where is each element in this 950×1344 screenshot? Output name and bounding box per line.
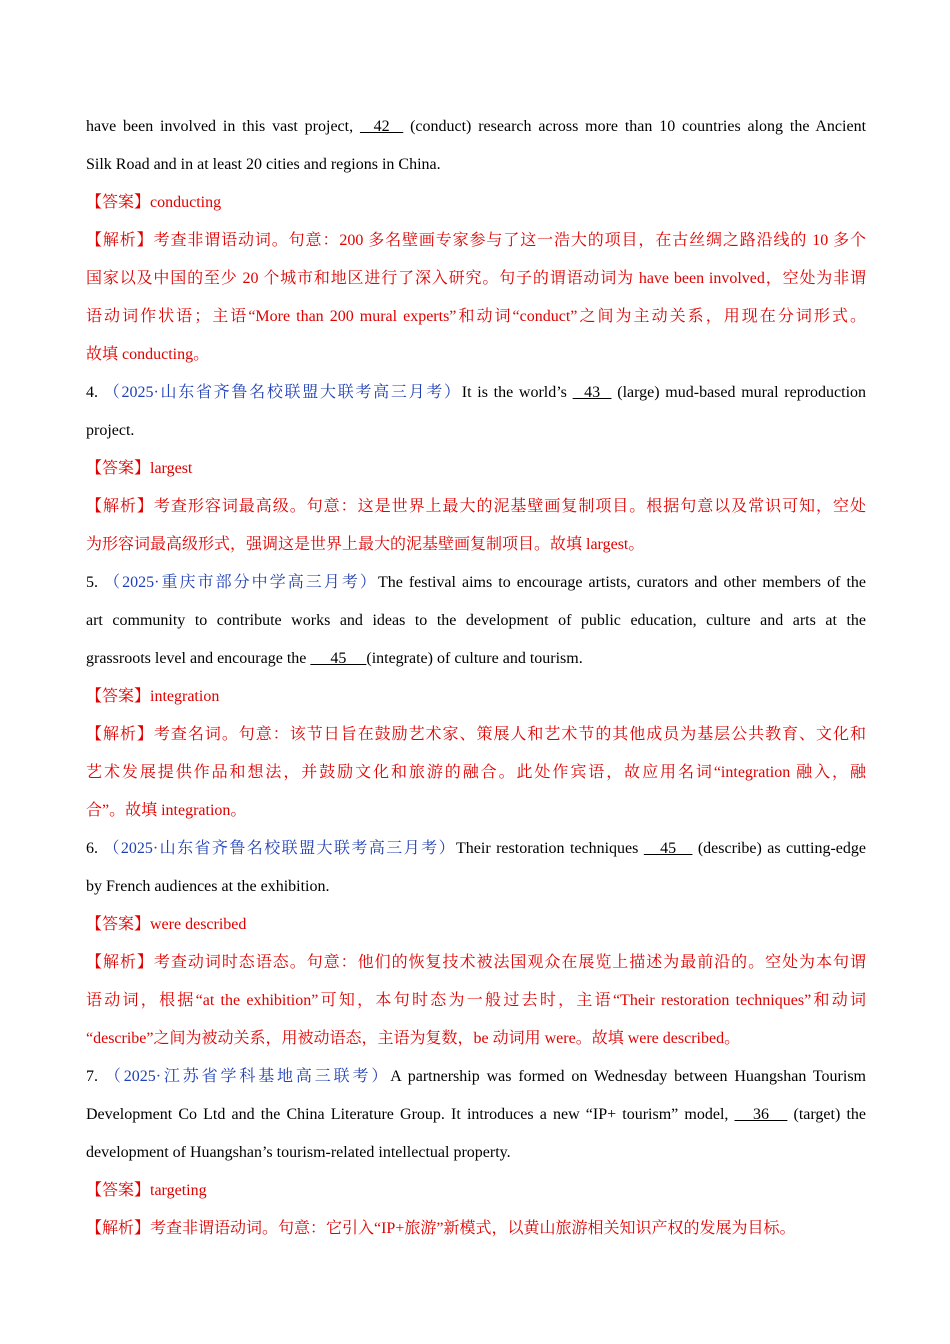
q4-explanation-line-2: 为形容词最高级形式，强调这是世界上最大的泥基壁画复制项目。故填 largest。 [86,536,645,553]
question-text: (conduct) research across more than 10 countries along the Ancient [403,118,867,135]
q6-explanation-line-1: 【解析】考查动词时态语态。句意：他们的恢复技术被法国观众在展览上描述为最前沿的。空处为本句谓 [86,954,866,971]
q3-explanation-line-3: 语动词作状语；主语“More than 200 mural experts”和动词“conduct”之间为主动关系，用现在分词形式。 [86,308,866,325]
answer-blank: 42 [359,118,404,135]
q7-explanation-line-1: 【解析】考查非谓语动词。句意：它引入“IP+旅游”新模式，以黄山旅游相关知识产权的发展为目标。 [86,1220,796,1237]
q5-explanation-line-2: 艺术发展提供作品和想法，并鼓励文化和旅游的融合。此处作宾语，故应用名词“integration 融入，融 [86,764,866,781]
question-source: （2025·江苏省学科基地高三联考） [104,1068,391,1085]
question-text: have been involved in this vast project, [86,118,360,135]
answer-blank: 43 [572,384,612,401]
question-text: (large) mud-based mural reproduction [611,384,867,401]
q6-explanation-line-3: “describe”之间为被动关系，用被动语态，主语为复数，be 动词用 were。故填 were described。 [86,1030,741,1047]
question-text: (target) the [787,1106,866,1123]
question-text: The festival aims to encourage artists, curators and other members of the [377,574,866,591]
q3-question-line-1 [86,108,866,146]
q6-question-line-2: by French audiences at the exhibition. [86,878,330,895]
answer-blank: 45 [643,840,693,857]
q5-question-line-1 [86,564,866,602]
question-text: It is the world’s [461,384,573,401]
q3-explanation-line-1: 【解析】考查非谓语动词。句意：200 多名壁画专家参与了这一浩大的项目，在古丝绸之路沿线的 10 多个 [86,232,866,249]
answer-blank: 45 [310,650,367,667]
document-content [86,108,866,1248]
question-source: （2025·重庆市部分中学高三月考） [104,574,378,591]
question-text: grassroots level and encourage the [86,650,311,667]
answer-blank: 36 [734,1106,788,1123]
q6-explanation-line-2: 语动词，根据“at the exhibition”可知，本句时态为一般过去时，主语“Their restoration techniques”和动词 [86,992,866,1009]
q5-question-line-2: art community to contribute works and ideas to the development of public education, culture and arts at the [86,612,866,629]
q7-question-line-1 [86,1058,866,1096]
q3-explanation-line-4: 故填 conducting。 [86,346,210,363]
q4-question-line-2: project. [86,422,135,439]
question-source: （2025·山东省齐鲁名校联盟大联考高三月考） [103,384,462,401]
q5-question-line-3 [86,640,866,678]
q3-explanation-line-2: 国家以及中国的至少 20 个城市和地区进行了深入研究。句子的谓语动词为 have been involved，空处为非谓 [86,270,866,287]
q6-answer: 【答案】were described [86,916,247,933]
q4-question-line-1 [86,374,866,412]
q7-question-line-3: development of Huangshan’s tourism-related intellectual property. [86,1144,511,1161]
q7-question-line-2 [86,1096,866,1134]
q3-question-line-2: Silk Road and in at least 20 cities and regions in China. [86,156,441,173]
question-text: A partnership was formed on Wednesday between Huangshan Tourism [390,1068,866,1085]
question-number: 6. [86,840,104,857]
question-text: Development Co Ltd and the China Literature Group. It introduces a new “IP+ tourism” model, [86,1106,735,1123]
q5-explanation-line-3: 合”。故填 integration。 [86,802,247,819]
question-number: 5. [86,574,105,591]
q4-explanation-line-1: 【解析】考查形容词最高级。句意：这是世界上最大的泥基壁画复制项目。根据句意以及常识可知，空处 [86,498,866,515]
q6-question-line-1 [86,830,866,868]
question-number: 7. [86,1068,105,1085]
question-text: (integrate) of culture and tourism. [366,650,583,667]
q5-answer: 【答案】integration [86,688,220,705]
question-text: (describe) as cutting-edge [692,840,866,857]
question-source: （2025·山东省齐鲁名校联盟大联考高三月考） [103,840,457,857]
q7-answer: 【答案】targeting [86,1182,207,1199]
q3-answer: 【答案】conducting [86,194,222,211]
question-text: Their restoration techniques [456,840,644,857]
question-number: 4. [86,384,104,401]
q4-answer: 【答案】largest [86,460,193,477]
q5-explanation-line-1: 【解析】考查名词。句意：该节日旨在鼓励艺术家、策展人和艺术节的其他成员为基层公共教育、文化和 [86,726,866,743]
